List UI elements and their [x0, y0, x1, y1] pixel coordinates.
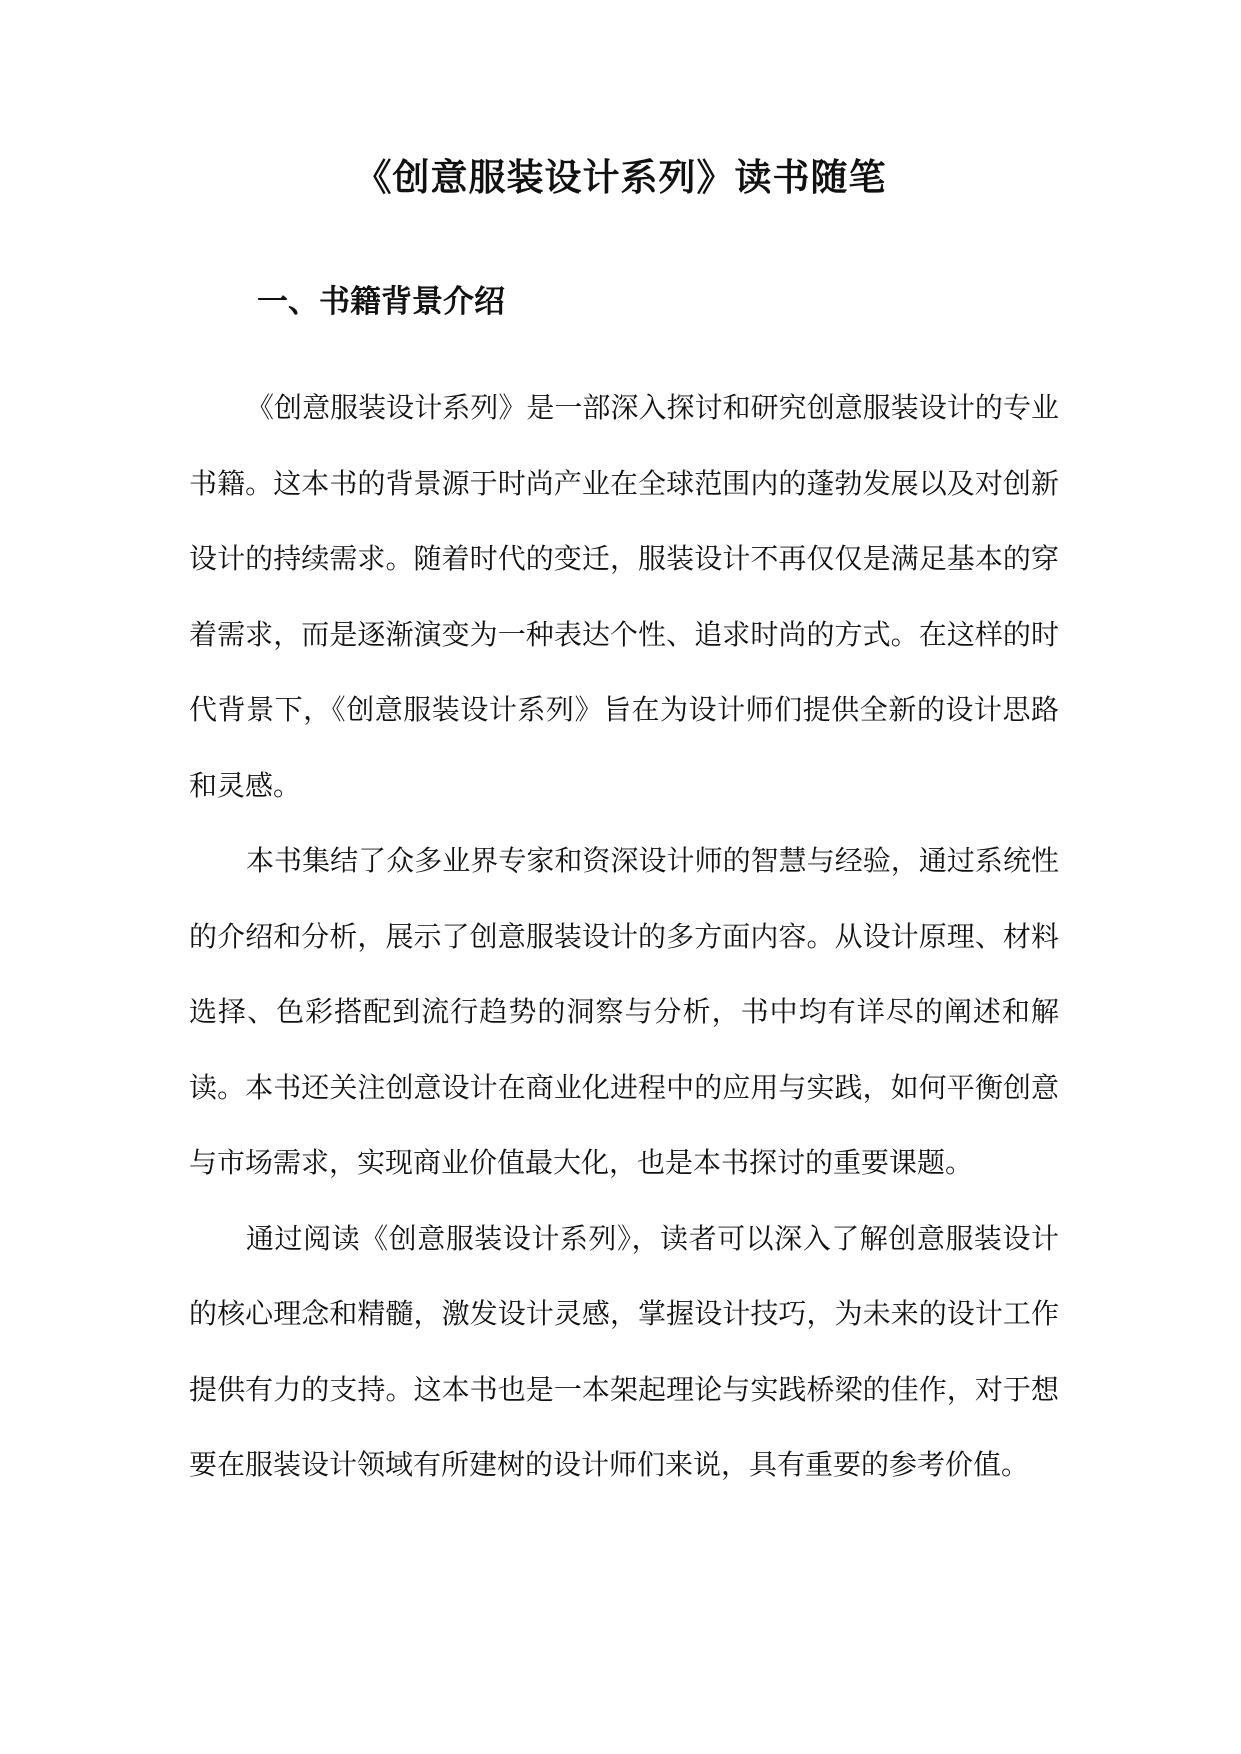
document-title: 《创意服装设计系列》读书随笔 — [354, 156, 887, 199]
paragraph-book-background: 《创意服装设计系列》是一部深入探讨和研究创意服装设计的专业书籍。这本书的背景源于时尚产业在全球范围内的蓬勃发展以及对创新设计的持续需求。随着时代的变迁，服装设计不再仅仅是满足基本的穿着需求，而是逐渐演变为一种表达个性、追求时尚的方式。在这样的时代背景下，《创意服装设计系列》旨在为设计师们提供全新的设计思路和灵感。 — [189, 391, 1059, 802]
section-body — [189, 370, 1059, 1503]
section-heading-background: 一、书籍背景介绍 — [257, 284, 505, 320]
paragraph-book-value: 通过阅读《创意服装设计系列》，读者可以深入了解创意服装设计的核心理念和精髓，激发设计灵感，掌握设计技巧，为未来的设计工作提供有力的支持。这本书也是一本架起理论与实践桥梁的佳作，对于想要在服装设计领域有所建树的设计师们来说，具有重要的参考价值。 — [189, 1221, 1059, 1481]
paragraph-book-content: 本书集结了众多业界专家和资深设计师的智慧与经验，通过系统性的介绍和分析，展示了创意服装设计的多方面内容。从设计原理、材料选择、色彩搭配到流行趋势的洞察与分析，书中均有详尽的阐述和解读。本书还关注创意设计在商业化进程中的应用与实践，如何平衡创意与市场需求，实现商业价值最大化，也是本书探讨的重要课题。 — [189, 844, 1059, 1179]
